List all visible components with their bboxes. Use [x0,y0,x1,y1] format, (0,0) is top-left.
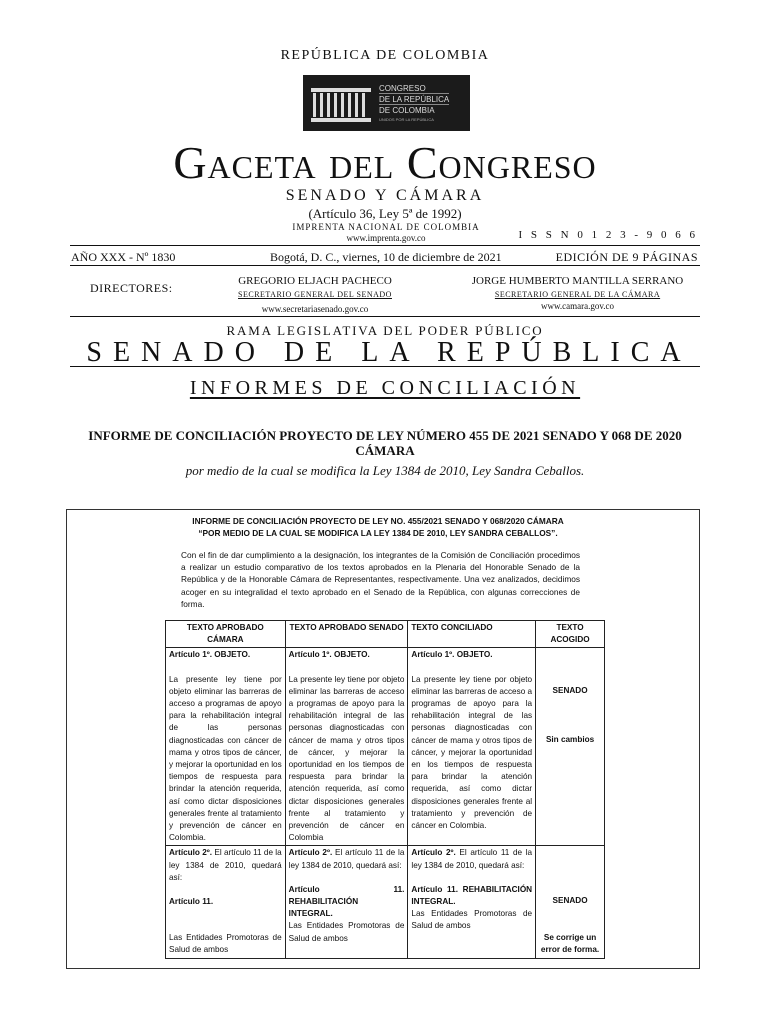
cell-body: La presente ley tiene por objeto eliminar las barreras de acceso a programas de apoyo para la rehabilitación integral de las personas diagnosticadas con cáncer de mama y otros tipos de cáncer, y mejorar la oportunidad en los tiempos de respuesta para brindar la atención requerida, así como dictar disposiciones generales frente al tratamiento y prevención de cáncer en Colombia. [169,674,282,843]
comparison-table [165,620,605,959]
director-senado-website: www.secretariasenado.gov.co [261,304,369,314]
table-row [166,648,605,846]
cell-camara-art2 [166,846,286,958]
imprenta-website: www.imprenta.gov.co [346,233,426,243]
table-row [166,846,605,958]
acogido-label: SENADO [552,896,588,906]
gaceta-title: Gaceta del Congreso [173,137,597,188]
cell-article: Artículo 11. REHABILITACIÓN INTEGRAL. [288,884,405,919]
cell-heading: Artículo 2º. [169,848,213,858]
capitol-columns-icon [309,82,373,124]
cell-heading: Artículo 1º. OBJETO. [288,650,370,660]
director-camara-role: SECRETARIO GENERAL DE LA CÁMARA [494,290,661,299]
divider [70,265,700,266]
cell-body: La presente ley tiene por objeto eliminar las barreras de acceso a programas de apoyo para la rehabilitación integral de las personas diagnosticadas con cáncer de mama y otros tipos de cáncer, y mejorar la oportunidad en los tiempos de respuesta para brindar la atención requerida, así como dictar disposiciones generales frente al tratamiento y prevención de cáncer en Colombia. [411,674,533,831]
header-senado: TEXTO APROBADO SENADO [285,621,408,648]
header-camara: TEXTO APROBADO CÁMARA [166,621,286,648]
cell-article: Artículo 11. REHABILITACIÓN INTEGRAL. [411,884,533,907]
director-senado-role: SECRETARIO GENERAL DEL SENADO [238,290,392,299]
cell-camara-art1 [166,648,286,846]
divider [70,245,700,246]
cell-article: Artículo 11. [169,897,214,907]
articulo-reference: (Artículo 36, Ley 5ª de 1992) [308,206,462,221]
imprenta-nacional: IMPRENTA NACIONAL DE COLOMBIA [292,222,480,232]
cell-heading: Artículo 2º. [288,848,333,858]
logo-line-3: DE COLOMBIA [379,104,449,115]
cell-heading: Artículo 2º. [411,848,456,858]
director-camara-name: JORGE HUMBERTO MANTILLA SERRANO [471,275,684,287]
cell-intro-text: El artículo 11 de la ley 1384 de 2010, quedará así: [288,848,405,870]
informe-subtitle: por medio de la cual se modifica la Ley 1384 de 2010, Ley Sandra Ceballos. [185,463,585,478]
cell-senado-art2 [285,846,408,958]
cell-intro [411,847,532,871]
cell-intro-text: El artículo 11 de la ley 1384 de 2010, quedará así: [411,848,533,870]
table-header-row [166,621,605,648]
director-camara-website: www.camara.gov.co [540,301,615,311]
edition-pages: EDICIÓN DE 9 PÁGINAS [555,250,698,264]
issue-number: AÑO XXX - Nº 1830 [71,250,176,264]
cell-body: La presente ley tiene por objeto eliminar las barreras de acceso a programas de apoyo para la rehabilitación integral de las personas diagnosticadas con cáncer de mama y otros tipos de cáncer, y mejorar la oportunidad en los tiempos de respuesta para brindar la atención requerida, así como dictar disposiciones generales frente al tratamiento y prevención de cáncer en Colombia [288,674,405,843]
director-senado-name: GREGORIO ELJACH PACHECO [238,275,392,287]
logo-line-2: DE LA REPÚBLICA [379,94,450,104]
acogido-label: SENADO [552,686,588,696]
congreso-logo [303,75,470,131]
cell-acogido-art2 [536,846,605,958]
cell-acogido-art1 [536,648,605,846]
issn-number: I S S N 0 1 2 3 - 9 0 6 6 [518,229,698,241]
header-acogido: TEXTO ACOGIDO [536,621,605,648]
senado-republica-heading: SENADO DE LA REPÚBLICA [86,337,692,368]
logo-line-1: CONGRESO [379,83,426,93]
cell-body: Las Entidades Promotoras de Salud de ambos [411,909,533,931]
cell-body: Las Entidades Promotoras de Salud de ambos [169,933,282,955]
rama-legislativa: RAMA LEGISLATIVA DEL PODER PÚBLICO [226,323,544,338]
divider [70,316,700,317]
republica-heading: REPÚBLICA DE COLOMBIA [280,48,490,63]
cell-body: Las Entidades Promotoras de Salud de ambos [288,921,405,943]
informe-title: INFORME DE CONCILIACIÓN PROYECTO DE LEY NÚMERO 455 DE 2021 SENADO Y 068 DE 2020 CÁMARA [88,428,682,458]
cell-conciliado-art2 [408,846,536,958]
directores-label: DIRECTORES: [90,281,173,295]
informes-conciliacion-heading [0,377,770,400]
cell-senado-art1 [285,648,408,846]
header-conciliado: TEXTO CONCILIADO [408,621,536,648]
box-title [168,515,588,539]
issue-date: Bogotá, D. C., viernes, 10 de diciembre de 2021 [270,250,502,264]
cell-conciliado-art1 [408,648,536,846]
cell-intro [169,847,282,884]
cell-intro [289,847,405,871]
cell-intro-text: El artículo 11 de la ley 1384 de 2010, quedará así: [169,848,282,882]
senado-camara-subtitle: SENADO Y CÁMARA [285,187,485,204]
cell-heading: Artículo 1º. OBJETO. [411,650,493,660]
box-title-line-1: INFORME DE CONCILIACIÓN PROYECTO DE LEY NO. 455/2021 SENADO Y 068/2020 CÁMARA [192,516,564,526]
informes-label: INFORMES DE CONCILIACIÓN [189,377,581,399]
box-title-line-2: “POR MEDIO DE LA CUAL SE MODIFICA LA LEY 1384 DE 2010, LEY SANDRA CEBALLOS”. [198,528,558,538]
acogido-note: Se corrige un error de forma. [540,932,600,954]
divider [70,366,700,367]
box-intro-paragraph: Con el fin de dar cumplimiento a la designación, los integrantes de la Comisión de Conciliación procedimos a realizar un estudio comparativo de los textos aprobados en la Plenaria del Honorable Senado de la República y de la Honorable Cámara de Representantes, respectivamente. Una vez analizados, decidimos acoger en su integralidad el texto aprobado en el Senado de la República, con algunas correcciones de forma. [181,550,580,609]
logo-tagline: UNIDOS POR LA REPÚBLICA [379,116,434,122]
acogido-note: Sin cambios [545,734,595,744]
cell-heading: Artículo 1º. OBJETO. [169,650,251,660]
